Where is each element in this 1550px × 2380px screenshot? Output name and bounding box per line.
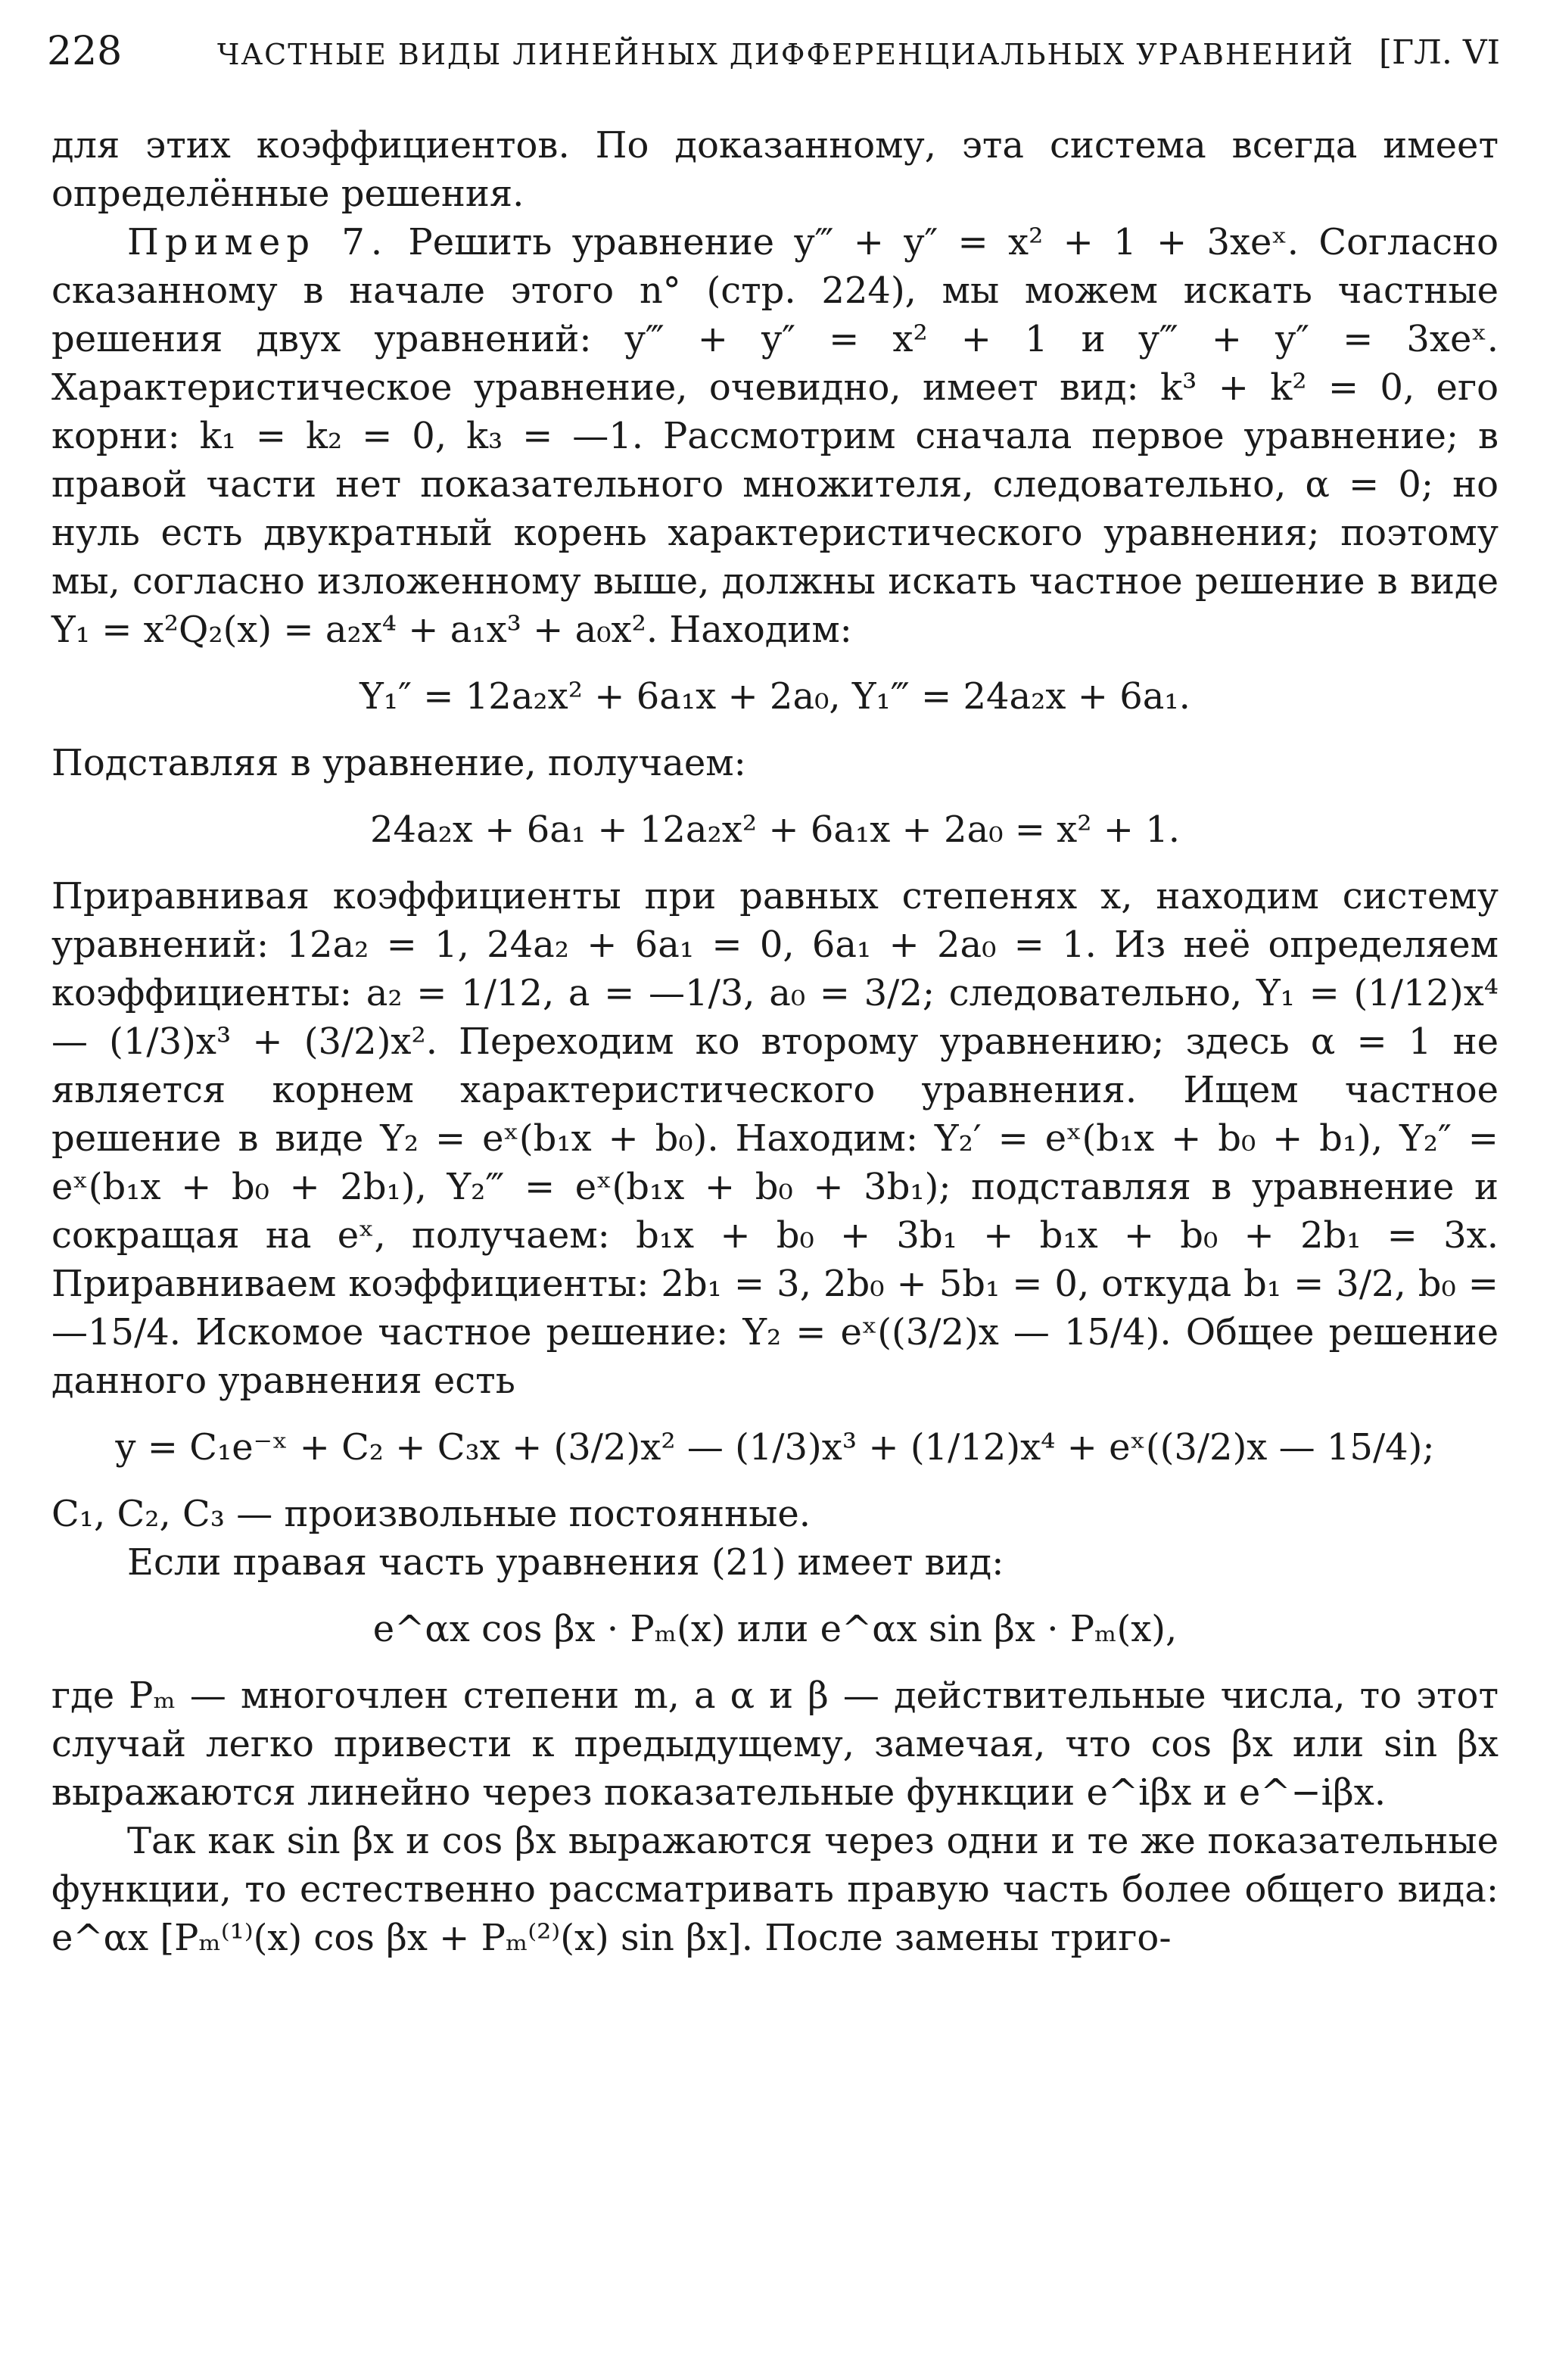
paragraph-where: где Pₘ — многочлен степени m, а α и β — действительные числа, то этот случай легко привести к предыдущему, замечая, что cos βx или sin βx выражаются линейно через показательные функции e^iβx и e^−iβx.	[51, 1674, 1499, 1814]
page-body	[51, 121, 1499, 1962]
example-text: Решить уравнение y‴ + y″ = x² + 1 + 3xeˣ. Согласно сказанному в начале этого n° (стр. 224), мы можем искать частные решения двух уравнений: y‴ + y″ = x² + 1 и y‴ + y″ = 3xeˣ. Характеристическое уравнение, очевидно, имеет вид: k³ + k² = 0, его корни: k₁ = k₂ = 0, k₃ = —1. Рассмотрим сначала первое уравнение; в правой части нет показательного множителя, следовательно, α = 0; но нуль есть двукратный корень характеристического уравнения; поэтому мы, согласно изложенному выше, должны искать частное решение в виде Y₁ = x²Q₂(x) = a₂x⁴ + a₁x³ + a₀x². Находим:	[51, 221, 1499, 651]
paragraph-constants: C₁, C₂, C₃ — произвольные постоянные.	[51, 1493, 811, 1535]
paragraph-general-form: Так как sin βx и cos βx выражаются через одни и те же показательные функции, то естественно рассматривать правую часть более общего вида: e^αx [Pₘ⁽¹⁾(x) cos βx + Pₘ⁽²⁾(x) sin βx]. После замены триго-	[51, 1820, 1499, 1959]
paragraph-substituting: Подставляя в уравнение, получаем:	[51, 742, 746, 784]
formula-general-solution: y = C₁e⁻ˣ + C₂ + C₃x + (3/2)x² — (1/3)x³ + (1/12)x⁴ + eˣ((3/2)x — 15/4);	[115, 1426, 1435, 1469]
paragraph-right-side: Если правая часть уравнения (21) имеет вид:	[127, 1541, 1004, 1584]
paragraph-coefficients: Приравнивая коэффициенты при равных степенях x, находим систему уравнений: 12a₂ = 1, 24a₂ + 6a₁ = 0, 6a₁ + 2a₀ = 1. Из неё определяем коэффициенты: a₂ = 1/12, a = —1/3, a₀ = 3/2; следовательно, Y₁ = (1/12)x⁴ — (1/3)x³ + (3/2)x². Переходим ко второму уравнению; здесь α = 1 не является корнем характеристического уравнения. Ищем частное решение в виде Y₂ = eˣ(b₁x + b₀). Находим: Y₂′ = eˣ(b₁x + b₀ + b₁), Y₂″ = eˣ(b₁x + b₀ + 2b₁), Y₂‴ = eˣ(b₁x + b₀ + 3b₁); подставляя в уравнение и сокращая на eˣ, получаем: b₁x + b₀ + 3b₁ + b₁x + b₀ + 2b₁ = 3x. Приравниваем коэффициенты: 2b₁ = 3, 2b₀ + 5b₁ = 0, откуда b₁ = 3/2, b₀ = —15/4. Искомое частное решение: Y₂ = eˣ((3/2)x — 15/4). Общее решение данного уравнения есть	[51, 875, 1499, 1402]
running-header	[47, 29, 1500, 82]
formula-derivatives: Y₁″ = 12a₂x² + 6a₁x + 2a₀, Y₁‴ = 24a₂x + 6a₁.	[359, 675, 1191, 718]
example-label: Пример 7.	[127, 221, 389, 263]
chapter-label: [ГЛ. VI	[1378, 33, 1500, 72]
formula-trig-forms: e^αx cos βx · Pₘ(x) или e^αx sin βx · Pₘ(x),	[372, 1608, 1178, 1650]
running-title: ЧАСТНЫЕ ВИДЫ ЛИНЕЙНЫХ ДИФФЕРЕНЦИАЛЬНЫХ УРАВНЕНИЙ	[217, 38, 1355, 71]
page-number: 228	[47, 29, 123, 74]
paragraph-1: для этих коэффициентов. По доказанному, эта система всегда имеет определённые решения.	[51, 124, 1499, 215]
example-paragraph	[51, 218, 1499, 654]
formula-substituted: 24a₂x + 6a₁ + 12a₂x² + 6a₁x + 2a₀ = x² + 1.	[369, 808, 1181, 851]
